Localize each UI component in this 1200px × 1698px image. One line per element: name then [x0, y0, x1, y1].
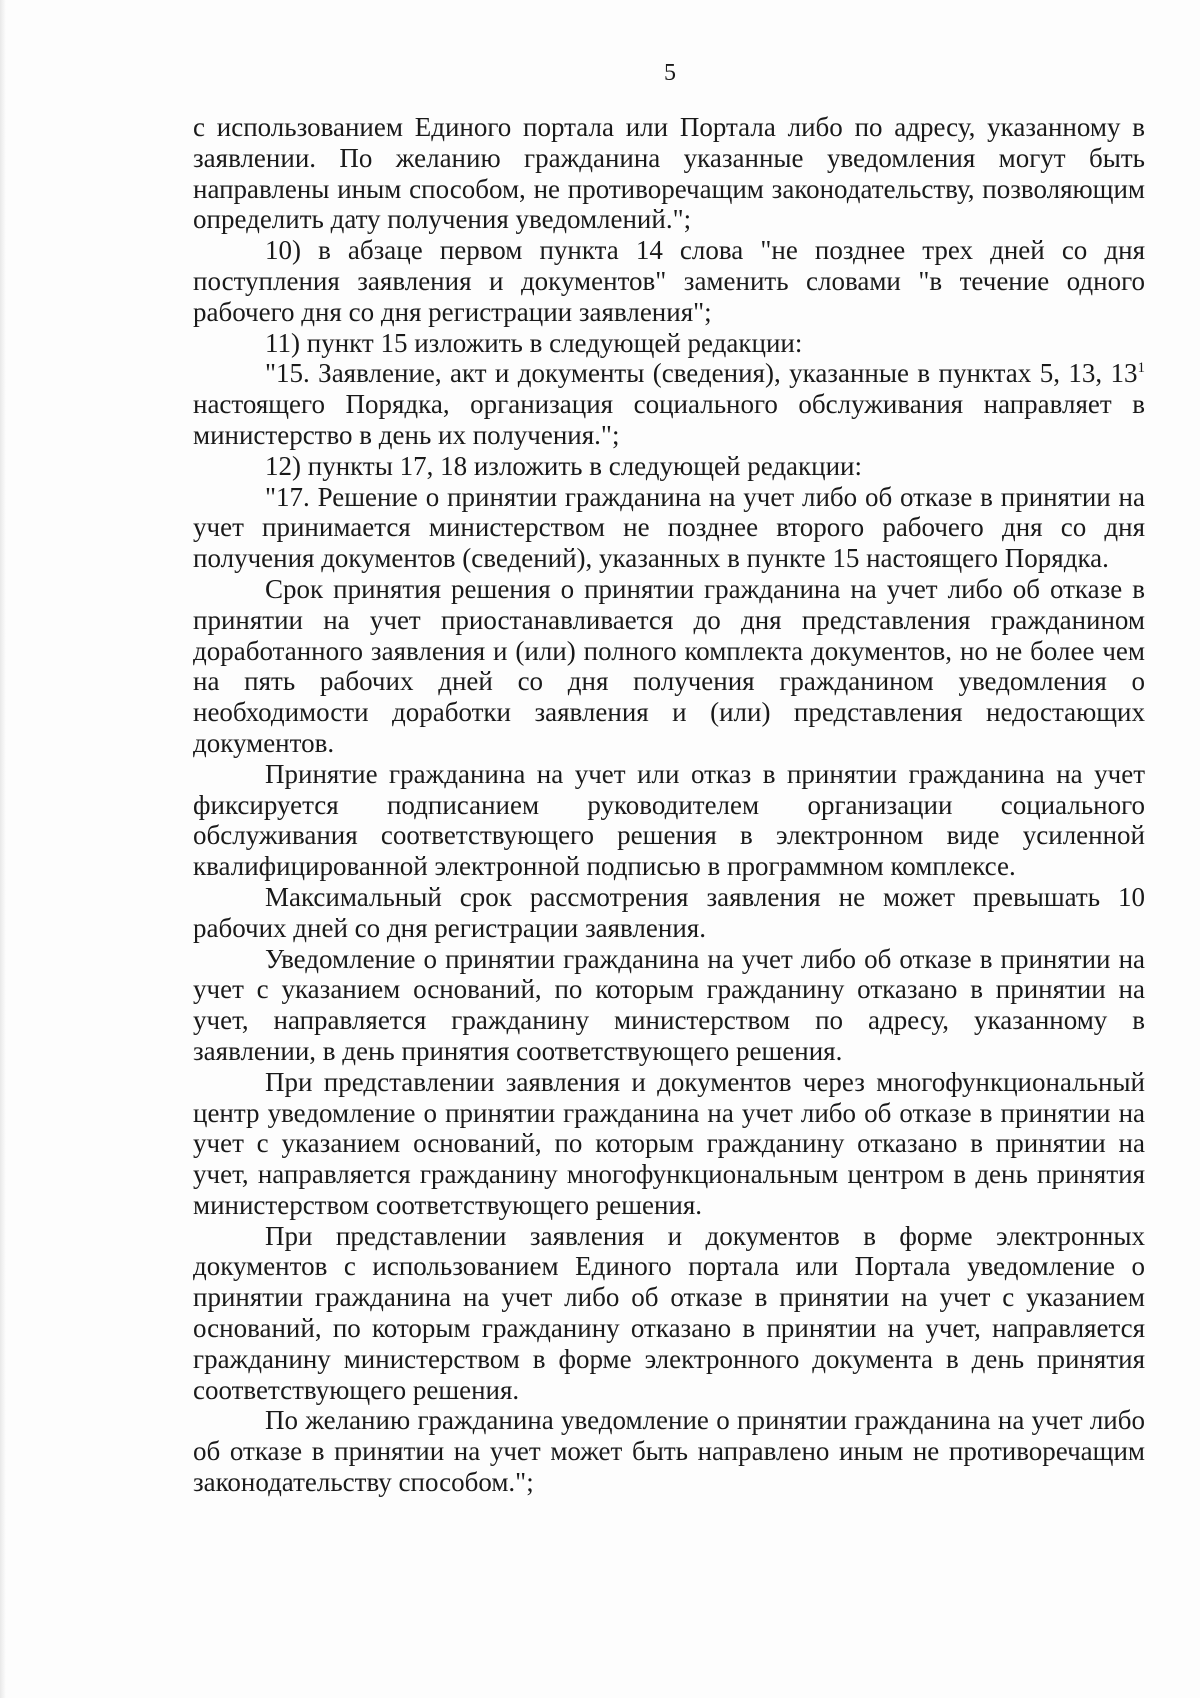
paragraph-continuation: с использованием Единого портала или Портала либо по адресу, указанному в заявлении. По желанию гражданина указанные уведомления могут быть направлены иным способом, не противоречащим законодательству, позволяющим определить дату получения уведомлений."; [193, 112, 1145, 235]
paragraph-notification-electronic: При представлении заявления и документов в форме электронных документов с использованием Единого портала или Портала уведомление о принятии гражданина на учет либо об отказе в принятии на учет с указанием оснований, по которым гражданину отказано в принятии на учет, направляется гражданину министерством в форме электронного документа в день принятия соответствующего решения. [193, 1220, 1145, 1405]
clause-15-text: "15. Заявление, акт и документы (сведения), указанные в пунктах 5, 13, [265, 358, 1103, 389]
paragraph-clause-15 [193, 358, 1145, 450]
paragraph-item-11: 11) пункт 15 изложить в следующей редакции: [265, 327, 803, 358]
paragraph-item-10: 10) в абзаце первом пункта 14 слова "не позднее трех дней со дня поступления заявления и документов" заменить словами "в течение одного рабочего дня со дня регистрации заявления"; [193, 235, 1145, 327]
paragraph-notification-other-way: По желанию гражданина уведомление о принятии гражданина на учет либо об отказе в принятии на учет может быть направлено иным не противоречащим законодательству способом."; [193, 1405, 1145, 1498]
document-body [193, 112, 1145, 1498]
paragraph-item-12: 12) пункты 17, 18 изложить в следующей редакции: [265, 450, 863, 481]
page-number: 5 [664, 60, 676, 86]
paragraph-notification-mfc: При представлении заявления и документов через многофункциональный центр уведомление о принятии гражданина на учет либо об отказе в принятии на учет с указанием оснований, по которым гражданину отказано в принятии на учет, направляется гражданину многофункциональным центром в день принятия министерством соответствующего решения. [193, 1066, 1145, 1220]
paragraph-registration-signature: Принятие гражданина на учет или отказ в принятии гражданина на учет фиксируется подписанием руководителем организации социального обслуживания соответствующего решения в электронном виде усиленной квалифицированной электронной подписью в программном комплексе. [193, 758, 1145, 882]
paragraph-notification-ministry: Уведомление о принятии гражданина на учет либо об отказе в принятии на учет с указанием оснований, по которым гражданину отказано в принятии на учет, направляется гражданину министерством по адресу, указанному в заявлении, в день принятия соответствующего решения. [193, 943, 1145, 1066]
clause-15-number: 13 [1110, 358, 1138, 389]
paragraph-decision-term: Срок принятия решения о принятии гражданина на учет либо об отказе в принятии на учет приостанавливается до дня представления гражданином доработанного заявления и (или) полного комплекта документов, но не более чем на пять рабочих дней со дня получения гражданином уведомления о необходимости доработки заявления и (или) представления недостающих документов. [193, 573, 1145, 758]
paragraph-clause-17: "17. Решение о принятии гражданина на учет либо об отказе в принятии на учет принимается министерством не позднее второго рабочего дня со дня получения документов (сведений), указанных в пункте 15 настоящего Порядка. [193, 481, 1145, 574]
scan-edge-shadow [0, 0, 6, 1698]
paragraph-max-term: Максимальный срок рассмотрения заявления не может превышать 10 рабочих дней со дня регистрации заявления. [193, 881, 1145, 943]
clause-15-superscript: 1 [1137, 360, 1145, 377]
clause-15-continuation: настоящего Порядка, организация социального обслуживания направляет в министерство в день их получения."; [193, 389, 1145, 450]
